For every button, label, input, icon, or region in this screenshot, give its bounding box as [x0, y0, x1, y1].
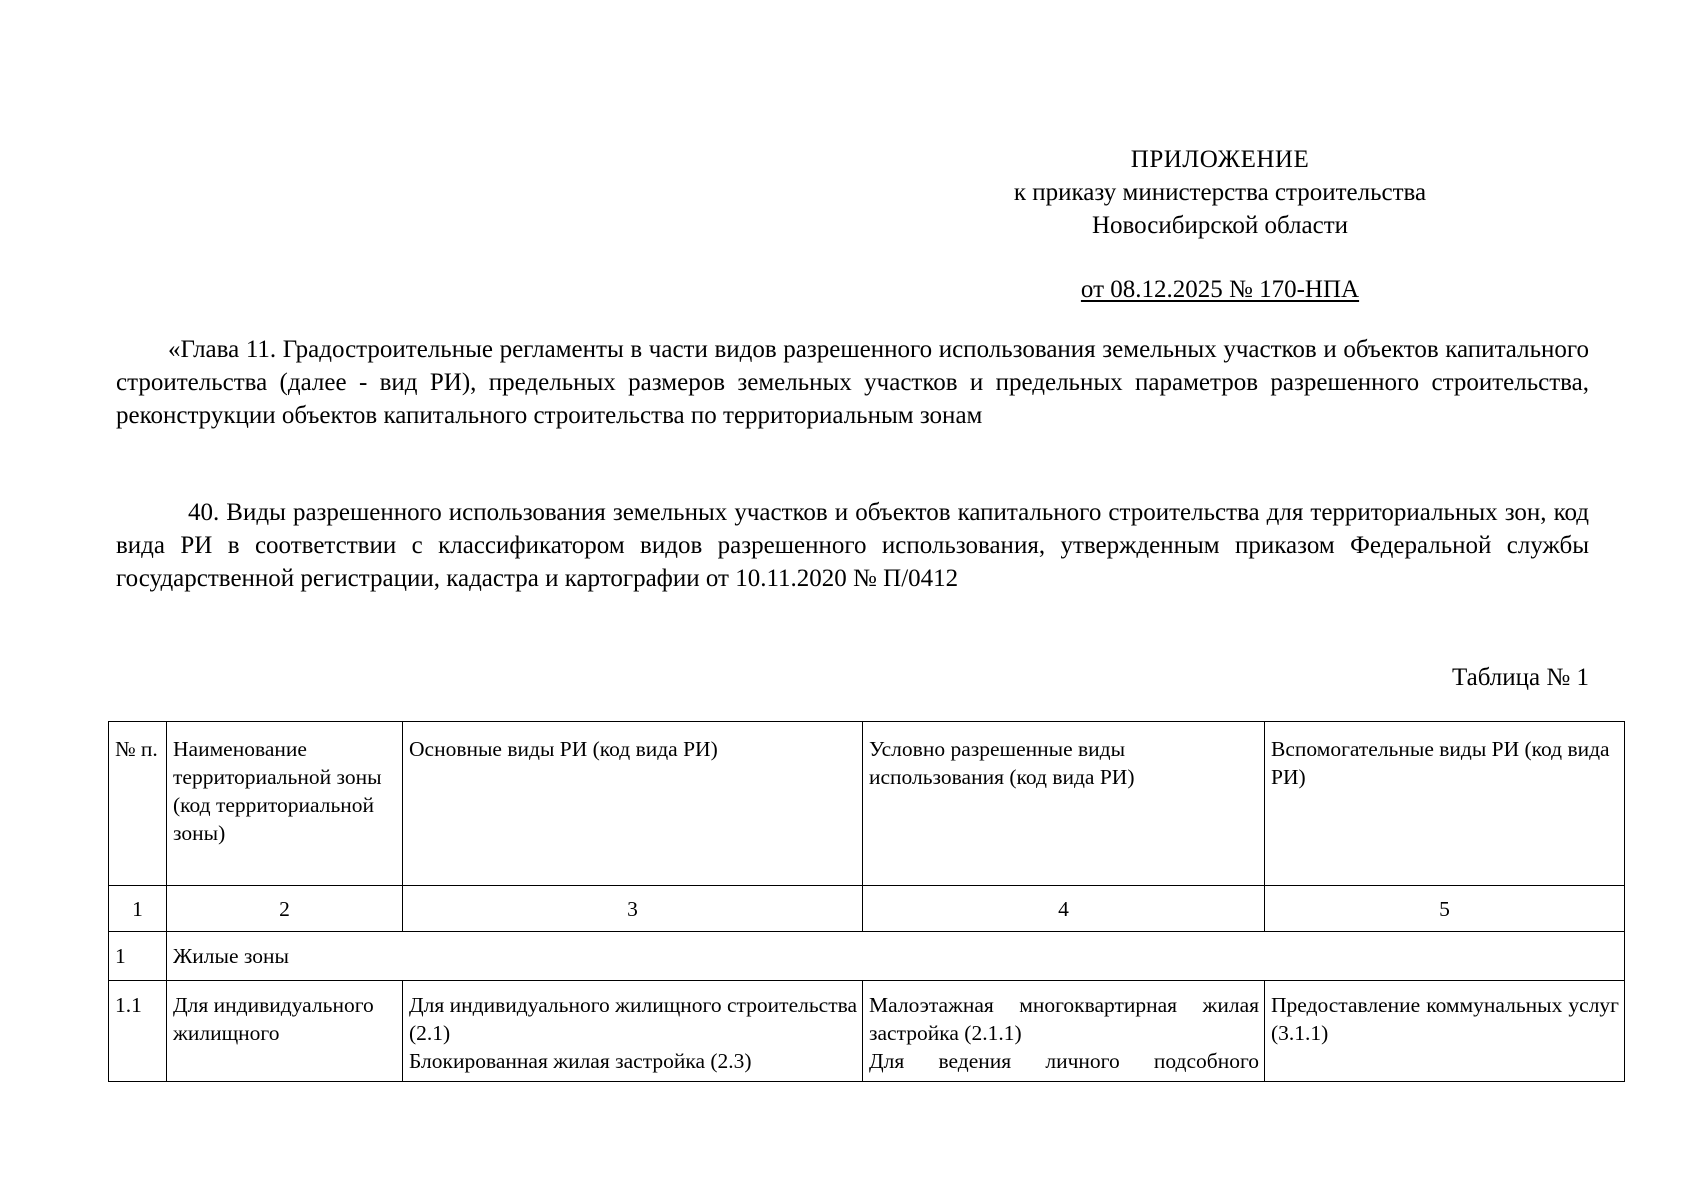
column-number-cell: 5: [1265, 886, 1625, 932]
chapter-paragraph: «Глава 11. Градостроительные регламенты в части видов разрешенного использования земельных участков и объектов капитального строительства (далее - вид РИ), предельных размеров земельных участков и предельных параметров разрешенного строительства, реконструкции объектов капитального строительства по территориальным зонам: [116, 336, 1589, 429]
table-section-row: [109, 932, 1625, 981]
header-cell-number: № п.: [109, 722, 167, 886]
auxiliary-header-text: Вспомогательные виды РИ (код вида РИ): [1271, 737, 1610, 789]
appendix-header: [960, 143, 1480, 306]
header-cell-main-uses: Основные виды РИ (код вида РИ): [403, 722, 863, 886]
column-number-cell: 3: [403, 886, 863, 932]
table-column-numbers-row: [109, 886, 1625, 932]
conditional-use-item: Для ведения личного подсобного: [869, 1049, 1259, 1073]
column-number-cell: 4: [863, 886, 1265, 932]
header-cell-auxiliary-uses: [1265, 722, 1625, 886]
appendix-region-line: Новосибирской области: [1091, 212, 1349, 239]
section-number-cell: 1: [109, 932, 167, 981]
auxiliary-uses-cell: Предоставление коммунальных услуг (3.1.1): [1265, 981, 1625, 1082]
appendix-order-date: от 08.12.2025 № 170-НПА: [1080, 276, 1360, 303]
zone-name-cell: Для индивидуального жилищного: [167, 981, 403, 1082]
column-number-cell: 1: [109, 886, 167, 932]
land-use-table: [108, 721, 1625, 1082]
main-use-item: Блокированная жилая застройка (2.3): [409, 1049, 752, 1073]
row-number-cell: 1.1: [109, 981, 167, 1082]
header-cell-conditional-uses: Условно разрешенные виды использования (код вида РИ): [863, 722, 1265, 886]
appendix-title: ПРИЛОЖЕНИЕ: [1130, 146, 1310, 173]
section-label-cell: Жилые зоны: [167, 932, 1625, 981]
header-cell-zone-name: Наименование территориальной зоны (код территориальной зоны): [167, 722, 403, 886]
conditional-use-item: Малоэтажная многоквартирная жилая застройка (2.1.1): [869, 993, 1259, 1045]
table-header-row: [109, 722, 1625, 886]
appendix-order-line: к приказу министерства строительства: [1013, 179, 1427, 206]
main-use-item: Для индивидуального жилищного строительства (2.1): [409, 993, 857, 1045]
column-number-cell: 2: [167, 886, 403, 932]
table-caption: Таблица № 1: [1451, 664, 1589, 691]
main-uses-cell: [403, 981, 863, 1082]
conditional-uses-cell: [863, 981, 1265, 1082]
table-row: [109, 981, 1625, 1082]
clause-paragraph: 40. Виды разрешенного использования земельных участков и объектов капитального строительства для территориальных зон, код вида РИ в соответствии с классификатором видов разрешенного использования, утвержденным приказом Федеральной службы государственной регистрации, кадастра и картографии от 10.11.2020 № П/0412: [116, 499, 1589, 592]
